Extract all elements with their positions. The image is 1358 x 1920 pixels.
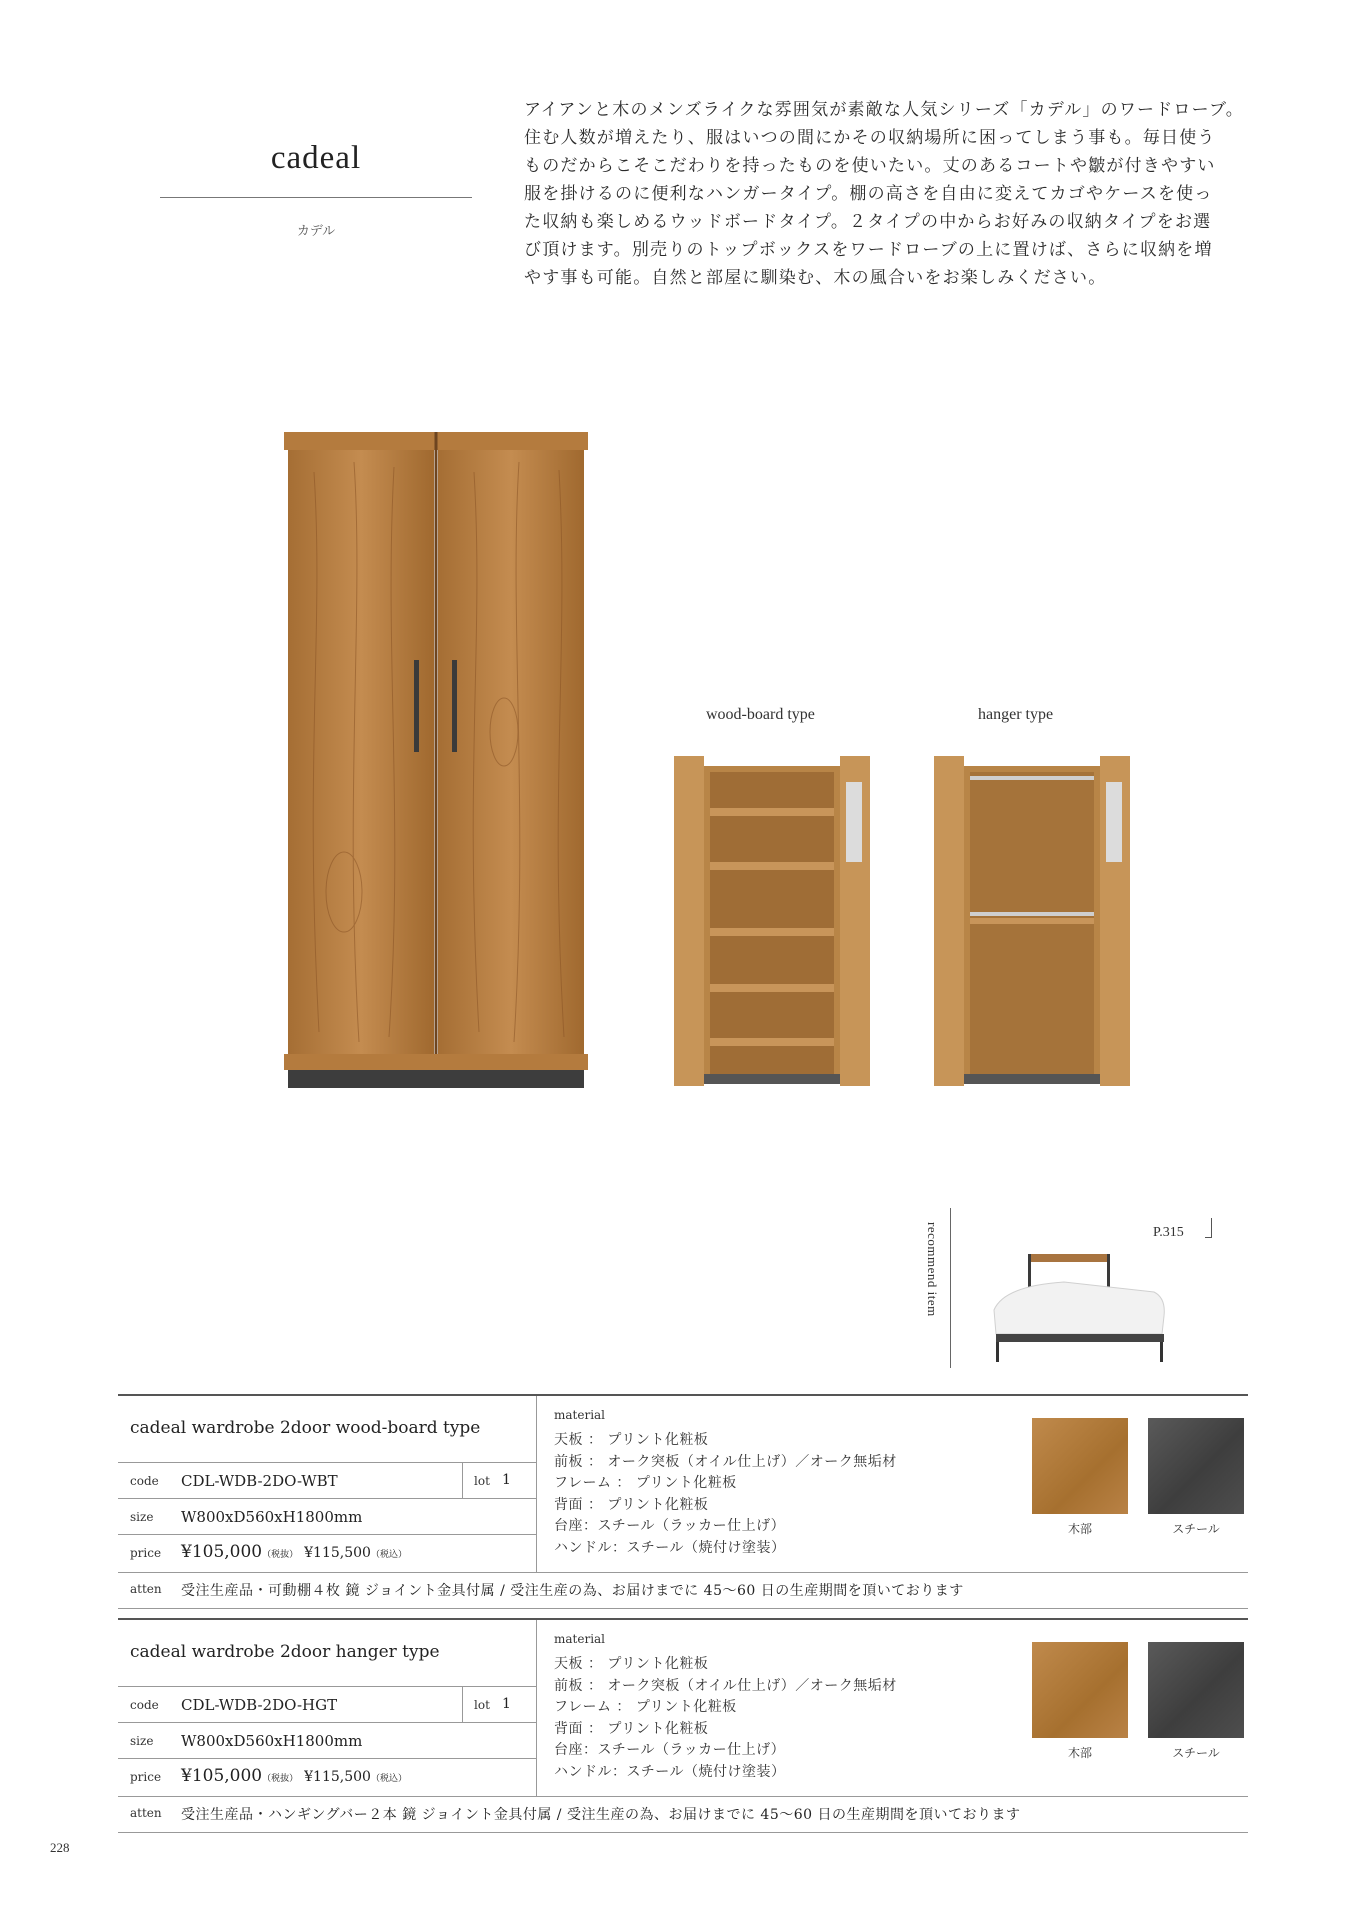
material-item: 背面 ： プリント化粧板 <box>554 1496 709 1513</box>
price-label: price <box>130 1546 162 1560</box>
atten-label: atten <box>130 1806 162 1820</box>
size-label: size <box>130 1510 154 1524</box>
brand-title: cadeal <box>270 140 362 176</box>
material-item: 前板 ： オーク突板（オイル仕上げ）／オーク無垢材 <box>554 1453 897 1470</box>
brand-divider <box>160 197 472 198</box>
spec-table-wood-board <box>118 1394 1248 1616</box>
intro-line: ものだからこそこだわりを持ったものを使いたい。丈のあるコートや皺が付きやすい <box>524 156 1216 176</box>
recommend-page-ref[interactable]: P.315 <box>1153 1225 1184 1240</box>
recommend-divider <box>950 1208 951 1368</box>
material-item: 台座：スチール（ラッカー仕上げ） <box>554 1518 786 1535</box>
intro-line: 住む人数が増えたり、服はいつの間にかその収納場所に困ってしまう事も。毎日使う <box>524 128 1216 148</box>
material-label: material <box>554 1632 606 1646</box>
recommend-bed-photo[interactable] <box>984 1252 1170 1364</box>
product-name: cadeal wardrobe 2door wood-board type <box>130 1418 481 1438</box>
lot-label: lot <box>474 1698 490 1712</box>
material-item: 天板 ： プリント化粧板 <box>554 1656 709 1672</box>
wardrobe-hanger-photo <box>934 752 1130 1092</box>
steel-swatch-label: スチール <box>1172 1522 1220 1536</box>
wardrobe-closed-photo <box>284 432 588 1088</box>
size-label: size <box>130 1734 154 1748</box>
intro-line: た収納も楽しめるウッドボードタイプ。２タイプの中からお好みの収納タイプをお選 <box>524 212 1212 232</box>
lot-label: lot <box>474 1474 490 1488</box>
hanger-type-label: hanger type <box>978 706 1054 723</box>
material-item: 台座：スチール（ラッカー仕上げ） <box>554 1742 786 1759</box>
wood-swatch-label: 木部 <box>1067 1746 1092 1760</box>
price-label: price <box>130 1770 162 1784</box>
wood-swatch-label: 木部 <box>1067 1522 1092 1536</box>
material-item: 前板 ： オーク突板（オイル仕上げ）／オーク無垢材 <box>554 1677 897 1694</box>
product-price: ¥105,000（税抜） ¥115,500（税込） <box>181 1542 407 1562</box>
intro-line: アイアンと木のメンズライクな雰囲気が素敵な人気シリーズ「カデル」のワードローブ。 <box>524 100 1245 120</box>
intro-text <box>524 96 1274 292</box>
material-item: 背面 ： プリント化粧板 <box>554 1720 709 1737</box>
page-ref-mark <box>1205 1218 1212 1238</box>
atten-text: 受注生産品・ハンギングバー２本 鏡 ジョイント金具付属 / 受注生産の為、お届けまでに 45〜60 日の生産期間を頂いております <box>181 1807 1021 1823</box>
product-size: W800xD560xH1800mm <box>181 1508 363 1526</box>
steel-swatch <box>1148 1642 1244 1738</box>
intro-line: やす事も可能。自然と部屋に馴染む、木の風合いをお楽しみください。 <box>524 268 1107 288</box>
product-code: CDL-WDB-2DO-HGT <box>181 1696 338 1714</box>
product-name: cadeal wardrobe 2door hanger type <box>130 1642 440 1662</box>
wood-board-type-label: wood-board type <box>706 706 815 723</box>
lot-value: 1 <box>502 1696 511 1712</box>
product-code: CDL-WDB-2DO-WBT <box>181 1472 338 1490</box>
material-list <box>554 1430 897 1560</box>
spec-table-hanger <box>118 1618 1248 1840</box>
steel-swatch <box>1148 1418 1244 1514</box>
wardrobe-wood-board-photo <box>674 752 870 1092</box>
material-list <box>554 1654 897 1784</box>
material-item: ハンドル：スチール（焼付け塗装） <box>554 1539 786 1556</box>
material-label: material <box>554 1408 606 1422</box>
brand-block <box>160 140 472 239</box>
intro-line: び頂けます。別売りのトップボックスをワードローブの上に置けば、さらに収納を増 <box>524 240 1213 260</box>
wood-swatch <box>1032 1418 1128 1514</box>
atten-text: 受注生産品・可動棚４枚 鏡 ジョイント金具付属 / 受注生産の為、お届けまでに 45〜60 日の生産期間を頂いております <box>181 1583 964 1599</box>
product-price: ¥105,000（税抜） ¥115,500（税込） <box>181 1766 407 1786</box>
material-item: フレーム ： プリント化粧板 <box>554 1699 737 1716</box>
brand-kana: カデル <box>296 224 336 239</box>
page-number: 228 <box>50 1840 70 1855</box>
product-size: W800xD560xH1800mm <box>181 1732 363 1750</box>
recommend-label: recommend item <box>925 1222 940 1317</box>
code-label: code <box>130 1474 159 1488</box>
atten-label: atten <box>130 1582 162 1596</box>
material-item: 天板 ： プリント化粧板 <box>554 1432 709 1448</box>
material-item: ハンドル：スチール（焼付け塗装） <box>554 1763 786 1780</box>
intro-line: 服を掛けるのに便利なハンガータイプ。棚の高さを自由に変えてカゴやケースを使っ <box>524 184 1213 204</box>
code-label: code <box>130 1698 159 1712</box>
steel-swatch-label: スチール <box>1172 1746 1220 1760</box>
material-item: フレーム ： プリント化粧板 <box>554 1475 737 1492</box>
lot-value: 1 <box>502 1472 511 1488</box>
wood-swatch <box>1032 1642 1128 1738</box>
